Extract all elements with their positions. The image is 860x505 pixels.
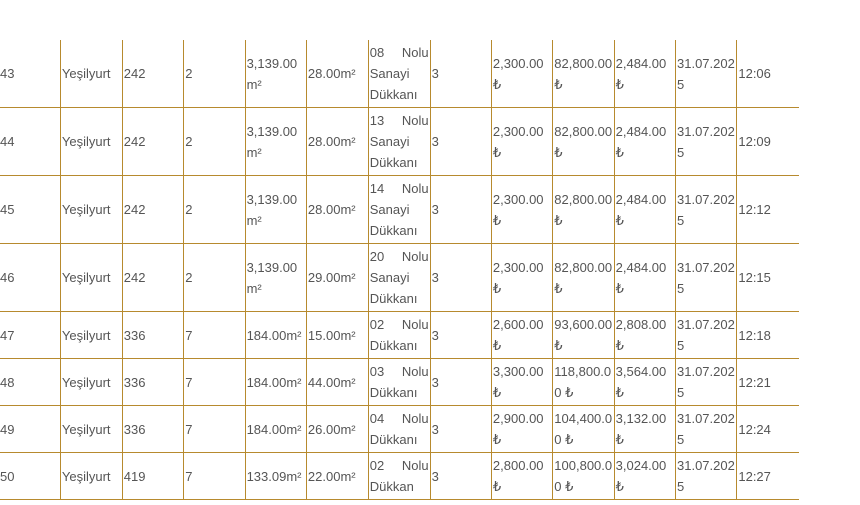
cell-block: 7: [184, 312, 245, 359]
table-row: [0, 40, 848, 108]
cell-unit-area: 28.00m²: [306, 40, 368, 108]
cell-date: 31.07.2025: [676, 359, 737, 406]
auction-table: [0, 40, 848, 500]
cell-description: 08 Nolu Sanayi Dükkanı: [368, 40, 430, 108]
cell-description: 04 Nolu Dükkanı: [368, 406, 430, 453]
cell-total-price: 82,800.00 ₺: [553, 108, 614, 176]
cell-unit-area: 15.00m²: [306, 312, 368, 359]
cell-total-price: 118,800.00 ₺: [553, 359, 614, 406]
cell-unit-price: 2,300.00 ₺: [491, 108, 552, 176]
cell-date: 31.07.2025: [676, 40, 737, 108]
cell-deposit: 3,024.00 ₺: [614, 453, 675, 500]
cell-date: 31.07.2025: [676, 176, 737, 244]
table-row: [0, 176, 848, 244]
cell-district: Yeşilyurt: [60, 453, 122, 500]
cell-date: 31.07.2025: [676, 108, 737, 176]
cell-description: 03 Nolu Dükkanı: [368, 359, 430, 406]
cell-parcel: 336: [122, 406, 184, 453]
cell-unit-area: 44.00m²: [306, 359, 368, 406]
cell-deposit: 2,484.00 ₺: [614, 176, 675, 244]
cell-unit-price: 2,600.00 ₺: [491, 312, 552, 359]
cell-total-area: 184.00m²: [245, 406, 306, 453]
cell-quantity: 3: [430, 359, 491, 406]
cell-block: 2: [184, 244, 245, 312]
cell-deposit: 2,484.00 ₺: [614, 244, 675, 312]
cell-quantity: 3: [430, 453, 491, 500]
cell-total-price: 82,800.00 ₺: [553, 244, 614, 312]
cell-deposit: 3,132.00 ₺: [614, 406, 675, 453]
cell-district: Yeşilyurt: [60, 176, 122, 244]
cell-total-price: 93,600.00 ₺: [553, 312, 614, 359]
cell-total-price: 100,800.00 ₺: [553, 453, 614, 500]
cell-quantity: 3: [430, 108, 491, 176]
cell-quantity: 3: [430, 244, 491, 312]
table-row: [0, 108, 848, 176]
cell-date: 31.07.2025: [676, 406, 737, 453]
cell-district: Yeşilyurt: [60, 359, 122, 406]
table-body: [0, 40, 848, 500]
cell-no: 49: [0, 406, 60, 453]
cell-no: 48: [0, 359, 60, 406]
cell-time: 12:21: [737, 359, 799, 406]
cell-quantity: 3: [430, 40, 491, 108]
cell-no: 44: [0, 108, 60, 176]
cell-deposit: 2,484.00 ₺: [614, 108, 675, 176]
cell-block: 7: [184, 453, 245, 500]
cell-date: 31.07.2025: [676, 312, 737, 359]
cell-total-area: 3,139.00 m²: [245, 40, 306, 108]
cell-unit-area: 28.00m²: [306, 176, 368, 244]
cell-parcel: 336: [122, 312, 184, 359]
cell-deposit: 2,484.00 ₺: [614, 40, 675, 108]
cell-total-area: 3,139.00 m²: [245, 108, 306, 176]
cell-total-area: 184.00m²: [245, 312, 306, 359]
cell-quantity: 3: [430, 406, 491, 453]
cell-unit-price: 2,800.00 ₺: [491, 453, 552, 500]
cell-description: 14 Nolu Sanayi Dükkanı: [368, 176, 430, 244]
cell-time: 12:18: [737, 312, 799, 359]
cell-district: Yeşilyurt: [60, 312, 122, 359]
cell-total-area: 3,139.00 m²: [245, 176, 306, 244]
cell-no: 45: [0, 176, 60, 244]
cell-description: 20 Nolu Sanayi Dükkanı: [368, 244, 430, 312]
cell-unit-area: 28.00m²: [306, 108, 368, 176]
cell-date: 31.07.2025: [676, 244, 737, 312]
table-row: [0, 312, 848, 359]
cell-block: 2: [184, 40, 245, 108]
cell-parcel: 242: [122, 244, 184, 312]
cell-block: 2: [184, 108, 245, 176]
table-row: [0, 359, 848, 406]
cell-parcel: 242: [122, 40, 184, 108]
cell-total-area: 133.09m²: [245, 453, 306, 500]
cell-total-price: 82,800.00 ₺: [553, 176, 614, 244]
cell-time: 12:12: [737, 176, 799, 244]
table-row: [0, 406, 848, 453]
cell-district: Yeşilyurt: [60, 244, 122, 312]
cell-time: 12:15: [737, 244, 799, 312]
cell-time: 12:09: [737, 108, 799, 176]
cell-unit-area: 26.00m²: [306, 406, 368, 453]
cell-unit-price: 3,300.00 ₺: [491, 359, 552, 406]
table-row: [0, 453, 848, 500]
cell-description: 02 Nolu Dükkanı: [368, 312, 430, 359]
cell-no: 50: [0, 453, 60, 500]
cell-district: Yeşilyurt: [60, 40, 122, 108]
cell-parcel: 242: [122, 108, 184, 176]
cell-no: 43: [0, 40, 60, 108]
cell-total-price: 82,800.00 ₺: [553, 40, 614, 108]
cell-unit-area: 29.00m²: [306, 244, 368, 312]
cell-district: Yeşilyurt: [60, 108, 122, 176]
cell-quantity: 3: [430, 176, 491, 244]
cell-parcel: 242: [122, 176, 184, 244]
cell-deposit: 2,808.00 ₺: [614, 312, 675, 359]
cell-district: Yeşilyurt: [60, 406, 122, 453]
cell-no: 47: [0, 312, 60, 359]
cell-deposit: 3,564.00 ₺: [614, 359, 675, 406]
cell-no: 46: [0, 244, 60, 312]
cell-date: 31.07.2025: [676, 453, 737, 500]
cell-total-area: 3,139.00 m²: [245, 244, 306, 312]
cell-total-price: 104,400.00 ₺: [553, 406, 614, 453]
cell-parcel: 419: [122, 453, 184, 500]
cell-description: 02 Nolu Dükkan: [368, 453, 430, 500]
cell-parcel: 336: [122, 359, 184, 406]
cell-unit-price: 2,300.00 ₺: [491, 244, 552, 312]
cell-block: 7: [184, 359, 245, 406]
cell-block: 7: [184, 406, 245, 453]
cell-block: 2: [184, 176, 245, 244]
table-row: [0, 244, 848, 312]
cell-time: 12:06: [737, 40, 799, 108]
cell-time: 12:24: [737, 406, 799, 453]
cell-unit-area: 22.00m²: [306, 453, 368, 500]
cell-quantity: 3: [430, 312, 491, 359]
cell-description: 13 Nolu Sanayi Dükkanı: [368, 108, 430, 176]
cell-total-area: 184.00m²: [245, 359, 306, 406]
cell-time: 12:27: [737, 453, 799, 500]
cell-unit-price: 2,300.00 ₺: [491, 176, 552, 244]
cell-unit-price: 2,300.00 ₺: [491, 40, 552, 108]
cell-unit-price: 2,900.00 ₺: [491, 406, 552, 453]
